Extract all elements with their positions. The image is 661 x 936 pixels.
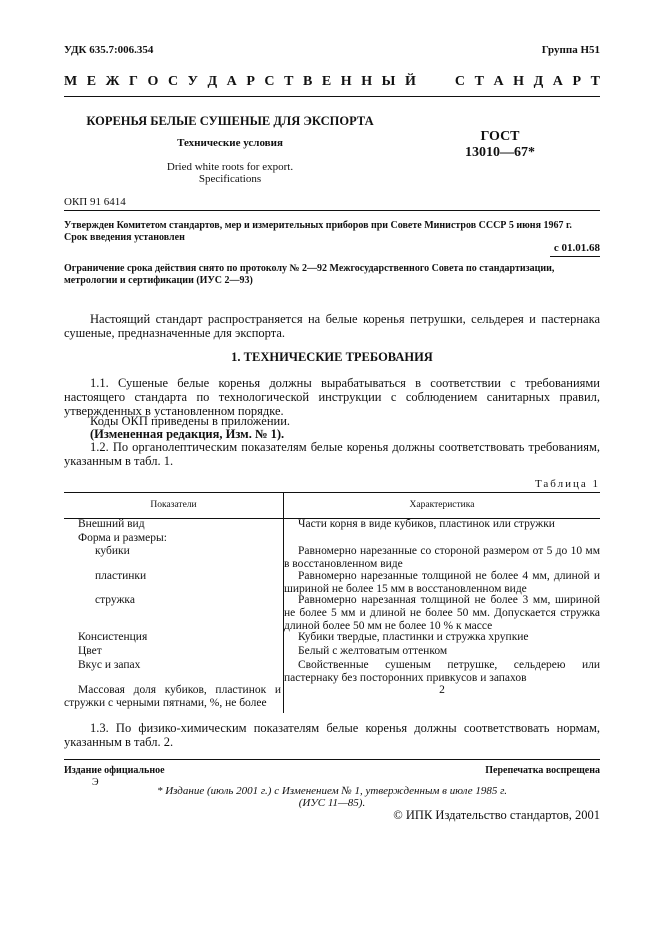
title-divider xyxy=(64,210,600,211)
row-label: Цвет xyxy=(78,645,102,657)
gost-number: 13010—67* xyxy=(465,145,535,160)
column-header-indicators: Показатели xyxy=(150,500,197,510)
banner-letter: Р xyxy=(572,74,582,89)
banner-letter: Е xyxy=(86,74,97,89)
banner-letter: Й xyxy=(404,74,416,89)
clause-1-2: 1.2. По органолептическим показателям белые коренья должны соответствовать требованиям, указанным в табл. 1. xyxy=(64,440,600,468)
row-label: кубики xyxy=(95,545,130,557)
date-underline xyxy=(550,256,600,257)
row-value: Равномерно нарезанные толщиной не более 4 мм, длиной и шириной не более 15 мм в восстановленном виде xyxy=(284,570,600,595)
banner-letter: С xyxy=(264,74,275,89)
effective-date-label: Срок введения установлен xyxy=(64,232,185,243)
udk-code: УДК 635.7:006.354 xyxy=(64,44,154,56)
row-label: Консистенция xyxy=(78,631,148,643)
row-value: Белый с желтоватым оттенком xyxy=(298,645,448,657)
banner-letter: Т xyxy=(590,74,600,89)
edition-note-ius: (ИУС 11—85). xyxy=(298,797,366,809)
english-title-line1: Dried white roots for export. xyxy=(166,161,294,173)
row-value: Части корня в виде кубиков, пластинок или стружки xyxy=(298,518,555,530)
banner-letter: Д xyxy=(207,74,218,89)
reprint-prohibited: Перепечатка воспрещена xyxy=(485,765,600,776)
okp-codes-note: Коды ОКП приведены в приложении. xyxy=(90,414,291,428)
banner-letter: Н xyxy=(513,74,525,89)
interstate-standard-banner xyxy=(64,74,600,90)
edition-note: * Издание (июль 2001 г.) с Изменением № 1, утвержденным в июле 1985 г. xyxy=(156,785,508,797)
row-value: Кубики твердые, пластинки и стружка хрупкие xyxy=(298,631,529,643)
section-heading: 1. ТЕХНИЧЕСКИЕ ТРЕБОВАНИЯ xyxy=(231,350,433,364)
banner-letter: А xyxy=(226,74,237,89)
row-value: Равномерно нарезанные со стороной размером от 5 до 10 мм в восстановленном виде xyxy=(284,545,600,570)
banner-letter: С xyxy=(167,74,179,89)
banner-letter: Н xyxy=(340,74,352,89)
edition-mark: Э xyxy=(92,777,99,788)
english-title-line2: Specifications xyxy=(198,173,262,185)
footer-divider xyxy=(64,759,600,760)
banner-letter: Ы xyxy=(381,74,396,89)
scope-paragraph: Настоящий стандарт распространяется на белые коренья петрушки, сельдерея и пастернака сушеные, предназначенные для экспорта. xyxy=(64,312,600,340)
amendment-note: (Измененная редакция, Изм. № 1). xyxy=(90,427,285,441)
header-divider xyxy=(64,96,600,97)
document-title: КОРЕНЬЯ БЕЛЫЕ СУШЕНЫЕ ДЛЯ ЭКСПОРТА xyxy=(86,114,374,128)
column-header-characteristic: Характеристика xyxy=(409,500,475,510)
banner-letter: М xyxy=(64,74,78,89)
banner-letter: В xyxy=(302,74,313,89)
clause-1-1: 1.1. Сушеные белые коренья должны вырабатываться в соответствии с требованиями настоящего стандарта по технологической инструкции с соблюдением санитарных правил, утвержденных в установленном порядке. xyxy=(64,376,600,418)
restriction-line2: метрологии и сертификации (ИУС 2—93) xyxy=(64,275,253,286)
official-edition: Издание официальное xyxy=(64,765,165,776)
row-label: Вкус и запах xyxy=(78,659,141,671)
banner-letter: Ж xyxy=(105,74,120,89)
banner-letter: О xyxy=(147,74,159,89)
banner-letter: А xyxy=(493,74,504,89)
document-subtitle: Технические условия xyxy=(177,137,283,149)
banner-letter: Д xyxy=(533,74,544,89)
row-value: Равномерно нарезанная толщиной не более 3 мм, шириной не более 5 мм и длиной не более 50 мм. Допускается стружка длиной более 50 мм не более 10 % к массе xyxy=(284,594,600,632)
restriction-line1: Ограничение срока действия снято по протоколу № 2—92 Межгосударственного Совета по стандартизации, xyxy=(64,263,555,274)
gost-label: ГОСТ xyxy=(480,129,520,144)
clause-1-3: 1.3. По физико-химическим показателям белые коренья должны соответствовать нормам, указанным в табл. 2. xyxy=(64,721,600,749)
row-value: Свойственные сушеным петрушке, сельдерею или пастернаку без посторонних привкусов и запахов xyxy=(284,659,600,684)
row-label: Внешний вид xyxy=(78,518,145,530)
okp-code: ОКП 91 6414 xyxy=(64,196,126,208)
banner-letter: У xyxy=(187,74,198,89)
banner-letter: Т xyxy=(474,74,484,89)
table-header xyxy=(64,492,600,519)
approval-line: Утвержден Комитетом стандартов, мер и измерительных приборов при Совете Министров СССР 5 июня 1967 г. xyxy=(64,220,572,231)
row-label: Форма и размеры: xyxy=(78,532,167,544)
row-value: 2 xyxy=(439,684,445,696)
group-code: Группа Н51 xyxy=(541,44,600,56)
banner-letter: Е xyxy=(321,74,332,89)
row-label: стружка xyxy=(95,594,135,606)
banner-letter: Н xyxy=(361,74,373,89)
row-label: пластинки xyxy=(95,570,147,582)
table-caption: Таблица 1 xyxy=(534,478,600,490)
banner-letter: А xyxy=(552,74,563,89)
banner-letter: Г xyxy=(129,74,138,89)
copyright: © ИПК Издательство стандартов, 2001 xyxy=(393,808,600,822)
effective-date: с 01.01.68 xyxy=(553,242,600,254)
banner-letter: Р xyxy=(246,74,255,89)
banner-letter: Т xyxy=(284,74,294,89)
banner-letter: С xyxy=(454,74,466,89)
row-label: Массовая доля кубиков, пластинок и стружки с черными пятнами, %, не более xyxy=(64,684,281,709)
